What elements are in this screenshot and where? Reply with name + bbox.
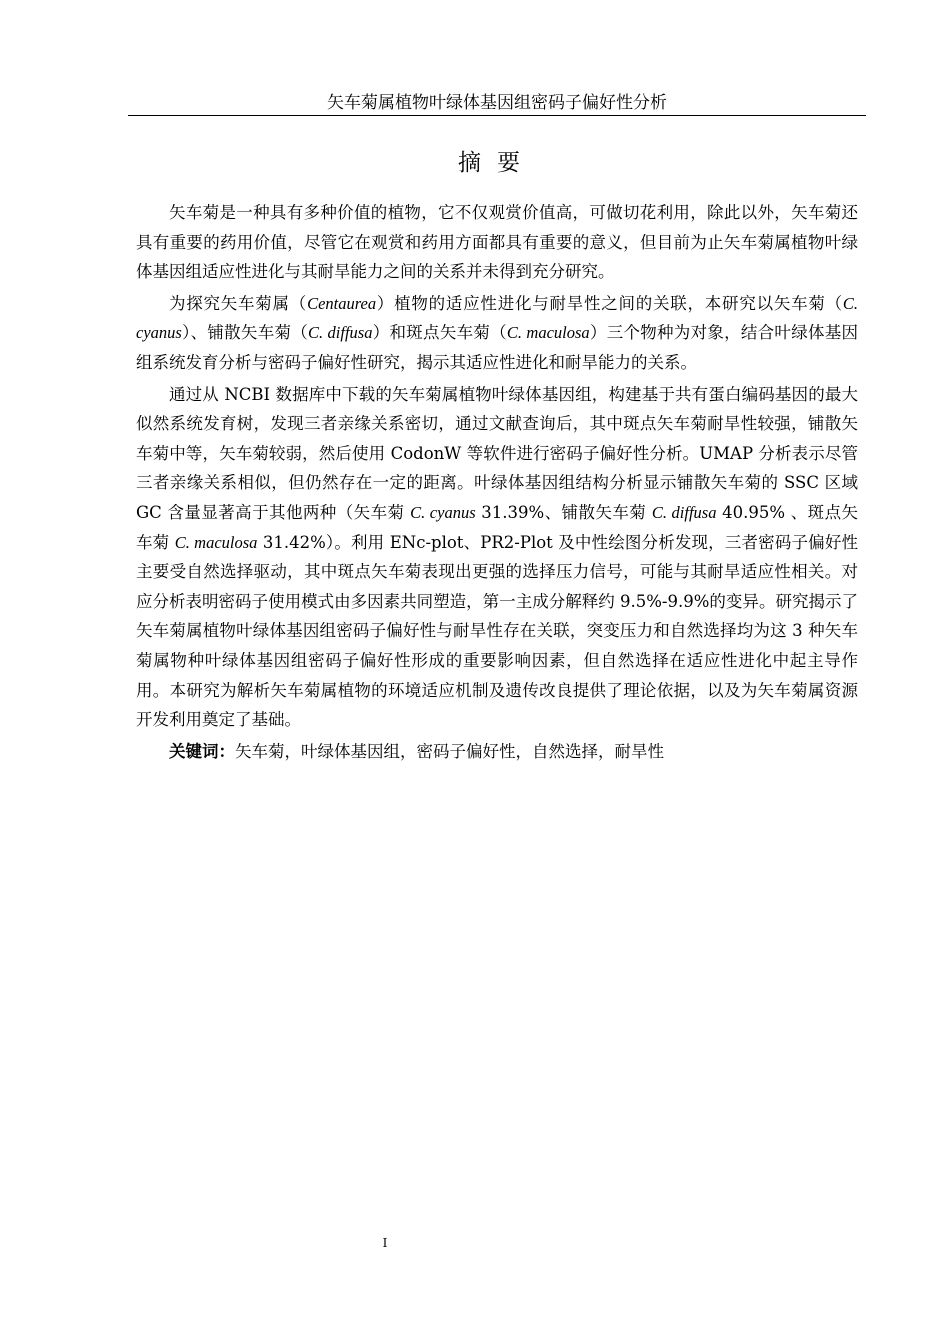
text-run: 31.39%、铺散矢车菊 — [475, 502, 652, 522]
abstract-body — [136, 198, 858, 768]
species-name: C. cyanus — [410, 502, 476, 522]
species-name: C. diffusa — [651, 502, 717, 522]
abstract-paragraph-2 — [136, 289, 858, 378]
text-run: 40.95% 、斑点矢车菊 — [136, 502, 859, 552]
text-run: ）三个物种为对象，结合叶绿体基因组系统发育分析与密码子偏好性研究，揭示其适应性进化和耐旱能力的关系。 — [136, 323, 859, 372]
species-name: Centaurea — [307, 293, 377, 313]
species-name: C. maculosa — [174, 532, 258, 552]
text-run: ）、铺散矢车菊（ — [181, 323, 309, 343]
text-run: 31.42%）。利用 ENc-plot、PR2-Plot 及中性绘图分析发现，三者密码子偏好性主要受自然选择驱动，其中斑点矢车菊表现出更强的选择压力信号，可能与其耐旱适应性相关。对应分析表明密码子使用模式由多因素共同塑造，第一主成分解释约 9.5%-9.9%的变异。研究揭示了矢车菊属植物叶绿体基因组密码子偏好性与耐旱性存在关联，突变压力和自然选择均为这 3 种矢车菊属物种叶绿体基因组密码子偏好性形成的重要影响因素，但自然选择在适应性进化中起主导作用。本研究为解析矢车菊属植物的环境适应机制及遗传改良提供了理论依据，以及为矢车菊属资源开发利用奠定了基础。 — [136, 532, 859, 730]
keywords-label: 关键词： — [169, 741, 235, 761]
header-rule — [128, 115, 866, 116]
keywords-line — [136, 737, 858, 767]
keywords-text: 矢车菊，叶绿体基因组，密码子偏好性，自然选择，耐旱性 — [235, 741, 664, 761]
text-run: ）和斑点矢车菊（ — [372, 323, 507, 343]
running-header-title: 矢车菊属植物叶绿体基因组密码子偏好性分析 — [327, 93, 667, 113]
text-run: ）植物的适应性进化与耐旱性之间的关联，本研究以矢车菊（ — [376, 293, 843, 313]
text-run: 为探究矢车菊属（ — [169, 293, 308, 313]
abstract-paragraph-1: 矢车菊是一种具有多种价值的植物，它不仅观赏价值高，可做切花利用，除此以外，矢车菊还具有重要的药用价值，尽管它在观赏和药用方面都具有重要的意义，但目前为止矢车菊属植物叶绿体基因组适应性进化与其耐旱能力之间的关系并未得到充分研究。 — [136, 203, 858, 282]
species-name: C. cyanus — [136, 293, 859, 343]
abstract-paragraph-3 — [136, 380, 858, 735]
text-run: 通过从 NCBI 数据库中下载的矢车菊属植物叶绿体基因组，构建基于共有蛋白编码基因的最大似然系统发育树，发现三者亲缘关系密切，通过文献查询后，其中斑点矢车菊耐旱性较强，铺散矢车菊中等，矢车菊较弱，然后使用 CodonW 等软件进行密码子偏好性分析。UMAP 分析表示尽管三者亲缘关系相似，但仍然存在一定的距离。叶绿体基因组结构分析显示铺散矢车菊的 SSC 区域 GC 含量显著高于其他两种（矢车菊 — [136, 384, 858, 522]
abstract-heading: 摘要 — [458, 150, 536, 176]
species-name: C. maculosa — [506, 323, 590, 343]
page-number: I — [382, 1236, 388, 1250]
species-name: C. diffusa — [308, 323, 373, 343]
